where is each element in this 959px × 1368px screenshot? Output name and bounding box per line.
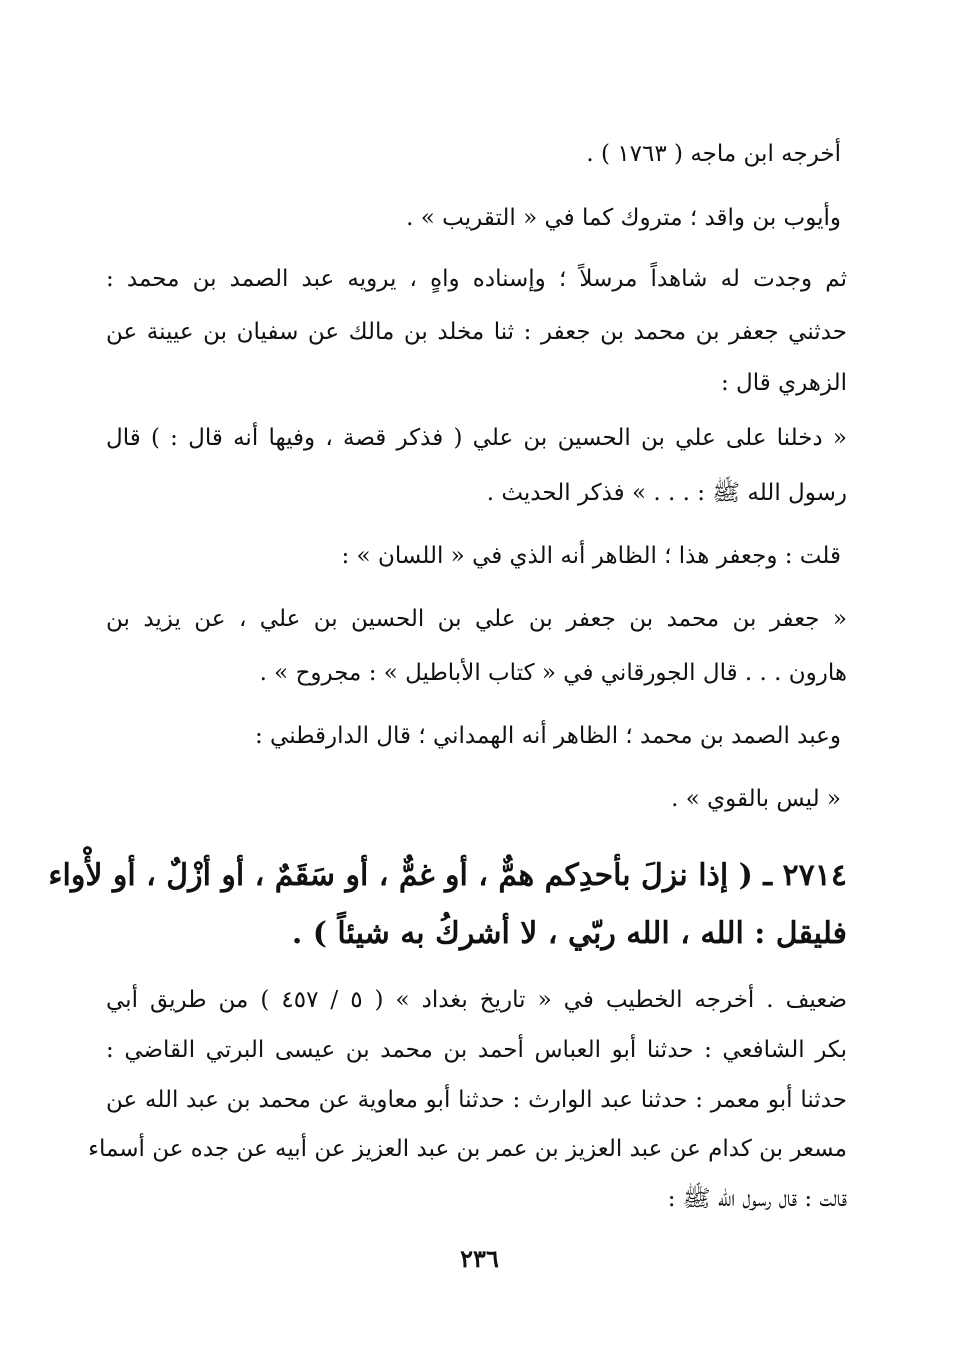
text-line: رسول الله ﷺ : . . . » فذكر الحديث . — [486, 480, 847, 506]
text-line: أخرجه ابن ماجه ( ١٧٦٣ ) . — [586, 141, 841, 167]
text-line: حدثني جعفر بن محمد بن جعفر : ثنا مخلد بن مالك عن سفيان بن عيينة عن — [106, 319, 847, 345]
text-line: هارون . . . قال الجورقاني في « كتاب الأباطيل » : مجروح » . — [259, 660, 847, 686]
hadith-heading-line: فليقل : الله ، الله ربّي ، لا أشركُ به شيئاً ) . — [291, 916, 847, 951]
text-line: قالت : قال رسول الله ﷺ : — [667, 1186, 847, 1212]
text-line: ثم وجدت له شاهداً مرسلاً ؛ وإسناده واهٍ ، يرويه عبد الصمد بن محمد : — [106, 266, 847, 292]
page-number: ٢٣٦ — [460, 1244, 499, 1273]
text-line: وأيوب بن واقد ؛ متروك كما في « التقريب » . — [406, 205, 841, 231]
text-line: حدثنا أبو معمر : حدثنا عبد الوارث : حدثنا أبو معاوية عن محمد بن عبد الله عن — [106, 1087, 847, 1113]
text-line: ضعيف . أخرجه الخطيب في « تاريخ بغداد » ( ٥ / ٤٥٧ ) من طريق أبي — [106, 987, 847, 1013]
text-line: وعبد الصمد بن محمد ؛ الظاهر أنه الهمداني ؛ قال الدارقطني : — [255, 723, 841, 749]
text-line: مسعر بن كدام عن عبد العزيز بن عمر بن عبد العزيز عن أبيه عن جده عن أسماء — [88, 1136, 847, 1162]
text-line: « دخلنا على علي بن الحسين بن علي ( فذكر قصة ، وفيها أنه قال : ) قال — [106, 425, 847, 451]
text-line: الزهري قال : — [721, 370, 847, 396]
text-line: بكر الشافعي : حدثنا أبو العباس أحمد بن محمد بن عيسى البرتي القاضي : — [106, 1037, 847, 1063]
text-line: « جعفر بن محمد بن جعفر بن علي بن الحسين بن علي ، عن يزيد بن — [106, 606, 847, 632]
hadith-heading-line: ٢٧١٤ ـ ( إذا نزلَ بأحدِكم همٌّ ، أو غمٌّ ، أو سَقَمٌ ، أو أزْلٌ ، أو لأْواء — [48, 858, 847, 893]
text-line: « ليس بالقوي » . — [671, 786, 841, 812]
text-line: قلت : وجعفر هذا ؛ الظاهر أنه الذي في « اللسان » : — [341, 543, 841, 569]
